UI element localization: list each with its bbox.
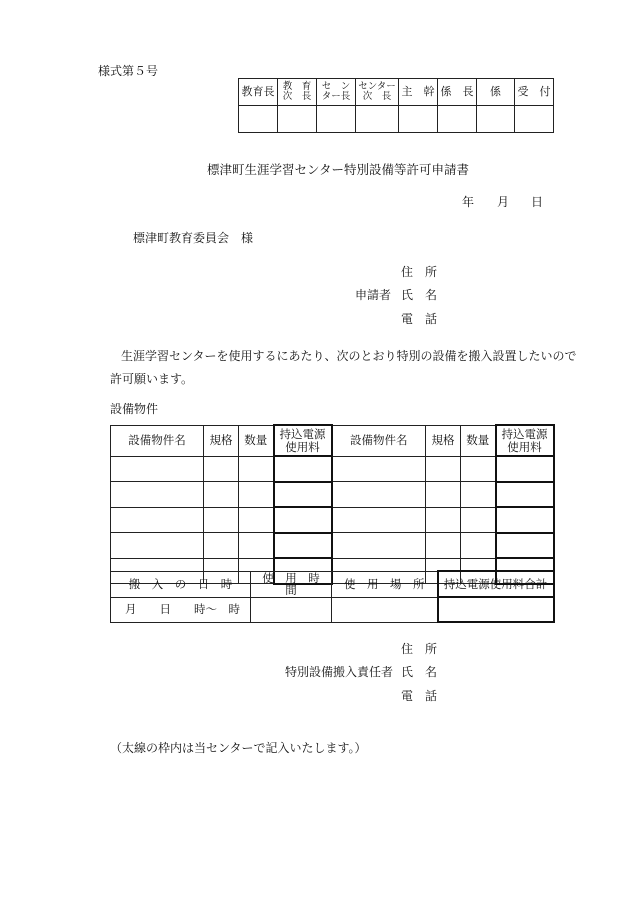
equipment-cell[interactable] [239,456,274,482]
approval-header-superintendent: 教育長 [239,79,278,106]
equipment-row [111,533,554,559]
responsible-address-label: 住 所 [401,642,438,656]
schedule-header-usage-place: 使 用 場 所 [332,571,438,597]
power-fee-cell[interactable] [496,482,554,508]
approval-header-deputy-superintendent: 教 育 次 長 [278,79,317,106]
equipment-cell[interactable] [204,533,239,559]
equipment-header-qty: 数量 [239,425,274,456]
approval-header-chief: 主 幹 [399,79,438,106]
approval-cell[interactable] [515,106,554,133]
equipment-header-qty: 数量 [461,425,496,456]
approval-cell[interactable] [477,106,515,133]
equipment-cell[interactable] [332,482,426,508]
equipment-row [111,456,554,482]
approval-header-center-deputy: センター 次 長 [356,79,399,106]
approval-cell[interactable] [438,106,477,133]
equipment-cell[interactable] [461,482,496,508]
schedule-header-delivery-datetime: 搬 入 の 日 時 [111,571,251,597]
date-year-label: 年 [462,195,475,209]
applicant-role-label: 申請者 [355,288,392,302]
equipment-header-name: 設備物件名 [332,425,426,456]
approval-cell[interactable] [399,106,438,133]
equipment-cell[interactable] [332,507,426,533]
power-fee-cell[interactable] [496,507,554,533]
equipment-cell[interactable] [111,456,204,482]
power-fee-cell[interactable] [274,533,332,559]
equipment-cell[interactable] [204,456,239,482]
equipment-cell[interactable] [239,482,274,508]
approval-header-section-chief: 係 長 [438,79,477,106]
power-fee-cell[interactable] [274,482,332,508]
power-fee-total-field[interactable] [438,597,554,622]
equipment-cell[interactable] [239,533,274,559]
delivery-datetime-field[interactable]: 月 日 時～ 時 [111,597,251,622]
equipment-cell[interactable] [461,456,496,482]
equipment-row [111,507,554,533]
equipment-row [111,482,554,508]
section-label-equipment: 設備物件 [110,402,159,416]
date-day-label: 日 [531,195,544,209]
equipment-table [110,424,555,585]
form-number: 様式第５号 [98,64,159,78]
equipment-cell[interactable] [426,456,461,482]
equipment-cell[interactable] [461,507,496,533]
footnote: （太線の枠内は当センターで記入いたします。） [110,741,367,755]
usage-time-field[interactable] [251,597,332,622]
equipment-header-spec: 規格 [426,425,461,456]
equipment-header-name: 設備物件名 [111,425,204,456]
equipment-cell[interactable] [204,507,239,533]
power-fee-cell[interactable] [274,456,332,482]
schedule-header-usage-time: 使 用 時 間 [251,571,332,597]
equipment-header-power-fee: 持込電源 使用料 [274,425,332,456]
power-fee-cell[interactable] [274,507,332,533]
equipment-cell[interactable] [332,456,426,482]
body-text-line-1: 生涯学習センターを使用するにあたり、次のとおり特別の設備を搬入設置したいので [121,349,577,363]
approval-cell[interactable] [278,106,317,133]
approval-cell[interactable] [239,106,278,133]
equipment-header-power-fee: 持込電源 使用料 [496,425,554,456]
equipment-cell[interactable] [426,482,461,508]
approval-header-center-director: セ ン ター長 [317,79,356,106]
schedule-table [110,570,555,623]
equipment-cell[interactable] [111,482,204,508]
schedule-header-power-fee-total: 持込電源使用料合計 [438,571,554,597]
usage-place-field[interactable] [332,597,438,622]
equipment-cell[interactable] [426,533,461,559]
equipment-cell[interactable] [461,533,496,559]
applicant-phone-label: 電 話 [401,312,438,326]
equipment-header-spec: 規格 [204,425,239,456]
date-month-label: 月 [497,195,510,209]
approval-cell[interactable] [356,106,399,133]
document-title: 標津町生涯学習センター特別設備等許可申請書 [207,162,470,177]
equipment-cell[interactable] [111,533,204,559]
approval-stamp-table [238,78,554,133]
approval-header-reception: 受 付 [515,79,554,106]
power-fee-cell[interactable] [496,533,554,559]
applicant-name-label: 氏 名 [401,288,438,302]
equipment-cell[interactable] [239,507,274,533]
addressee: 標津町教育委員会 様 [133,231,254,245]
approval-cell[interactable] [317,106,356,133]
responsible-role-label: 特別設備搬入責任者 [285,665,394,679]
approval-header-staff: 係 [477,79,515,106]
equipment-cell[interactable] [204,482,239,508]
responsible-phone-label: 電 話 [401,689,438,703]
power-fee-cell[interactable] [496,456,554,482]
equipment-cell[interactable] [426,507,461,533]
body-text-line-2: 許可願います。 [110,372,194,386]
applicant-address-label: 住 所 [401,265,438,279]
equipment-cell[interactable] [111,507,204,533]
equipment-cell[interactable] [332,533,426,559]
responsible-name-label: 氏 名 [401,665,438,679]
